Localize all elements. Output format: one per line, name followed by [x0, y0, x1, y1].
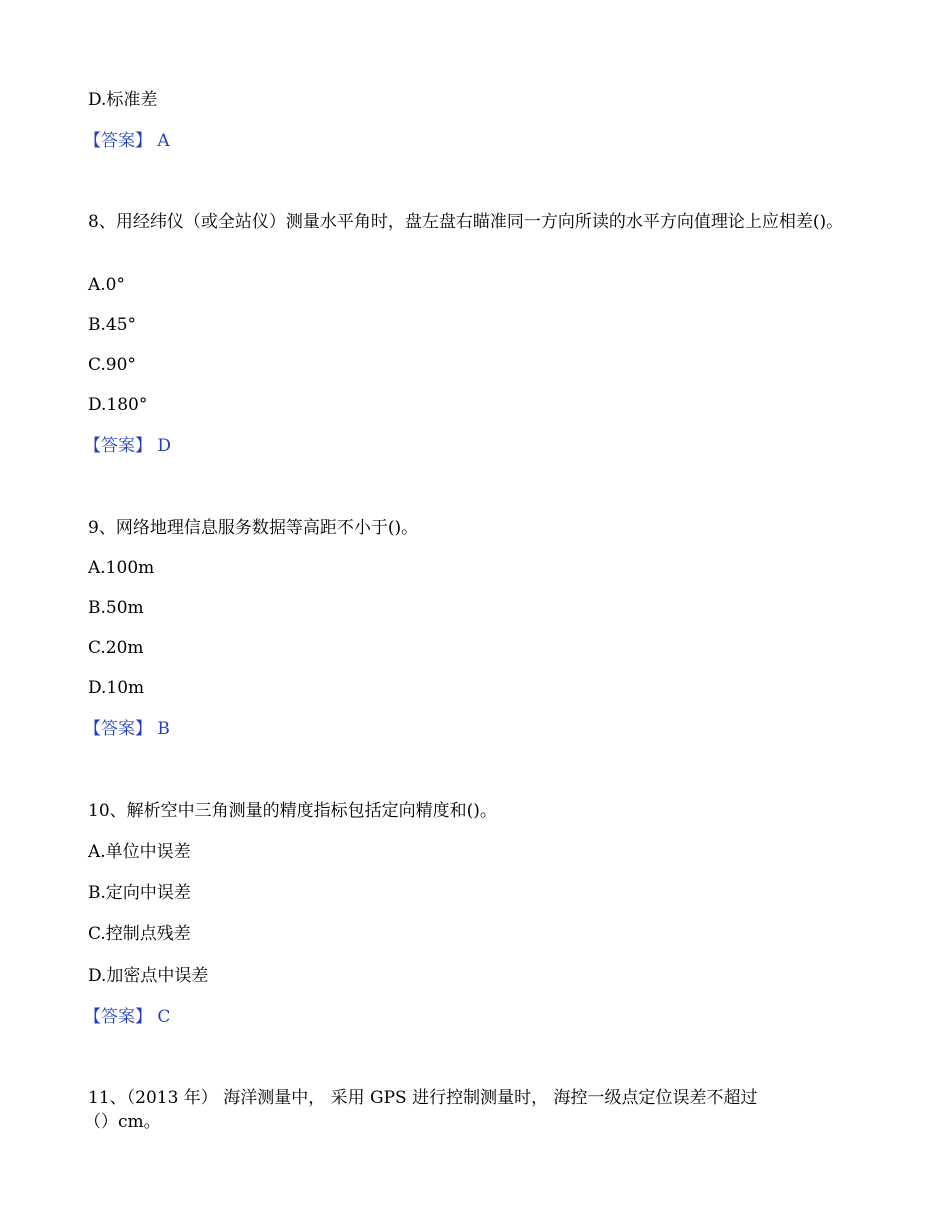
question-9-stem: 9、网络地理信息服务数据等高距不小于()。: [88, 518, 419, 538]
answer-prev: [84, 129, 890, 153]
question-10-option-d: D.加密点中误差: [88, 966, 209, 986]
answer-value: A: [157, 131, 170, 151]
question-10-stem: 10、解析空中三角测量的精度指标包括定向精度和()。: [88, 801, 497, 821]
answer-label: 【答案】: [84, 436, 152, 456]
question-9-option-c: C.20m: [88, 638, 144, 658]
question-10-option-a: A.单位中误差: [88, 842, 191, 862]
question-8-stem: 8、用经纬仪（或全站仪）测量水平角时，盘左盘右瞄准同一方向所读的水平方向值理论上应相差()。: [88, 212, 844, 232]
answer-label: 【答案】: [84, 1007, 152, 1027]
option-d-prev: D.标准差: [88, 90, 158, 110]
answer-value: D: [157, 436, 172, 456]
answer-value: C: [157, 1007, 171, 1027]
question-11-stem-line2: （）cm。: [84, 1112, 161, 1132]
answer-label: 【答案】: [84, 719, 152, 739]
question-8-answer: [84, 434, 890, 458]
question-11-stem-line1: 11、（2013 年） 海洋测量中， 采用 GPS 进行控制测量时， 海控一级点定位误差不超过: [88, 1088, 758, 1108]
question-10-option-c: C.控制点残差: [88, 924, 191, 944]
question-10-option-b: B.定向中误差: [88, 883, 191, 903]
question-8-option-b: B.45°: [88, 315, 137, 335]
question-9-option-b: B.50m: [88, 598, 144, 618]
question-9-option-a: A.100m: [88, 558, 155, 578]
question-8-option-d: D.180°: [88, 395, 148, 415]
answer-label: 【答案】: [84, 131, 152, 151]
answer-value: B: [157, 719, 170, 739]
question-9-option-d: D.10m: [88, 678, 145, 698]
question-8-option-c: C.90°: [88, 355, 136, 375]
question-10-answer: [84, 1005, 890, 1029]
question-9-answer: [84, 717, 890, 741]
question-8-option-a: A.0°: [88, 275, 125, 295]
